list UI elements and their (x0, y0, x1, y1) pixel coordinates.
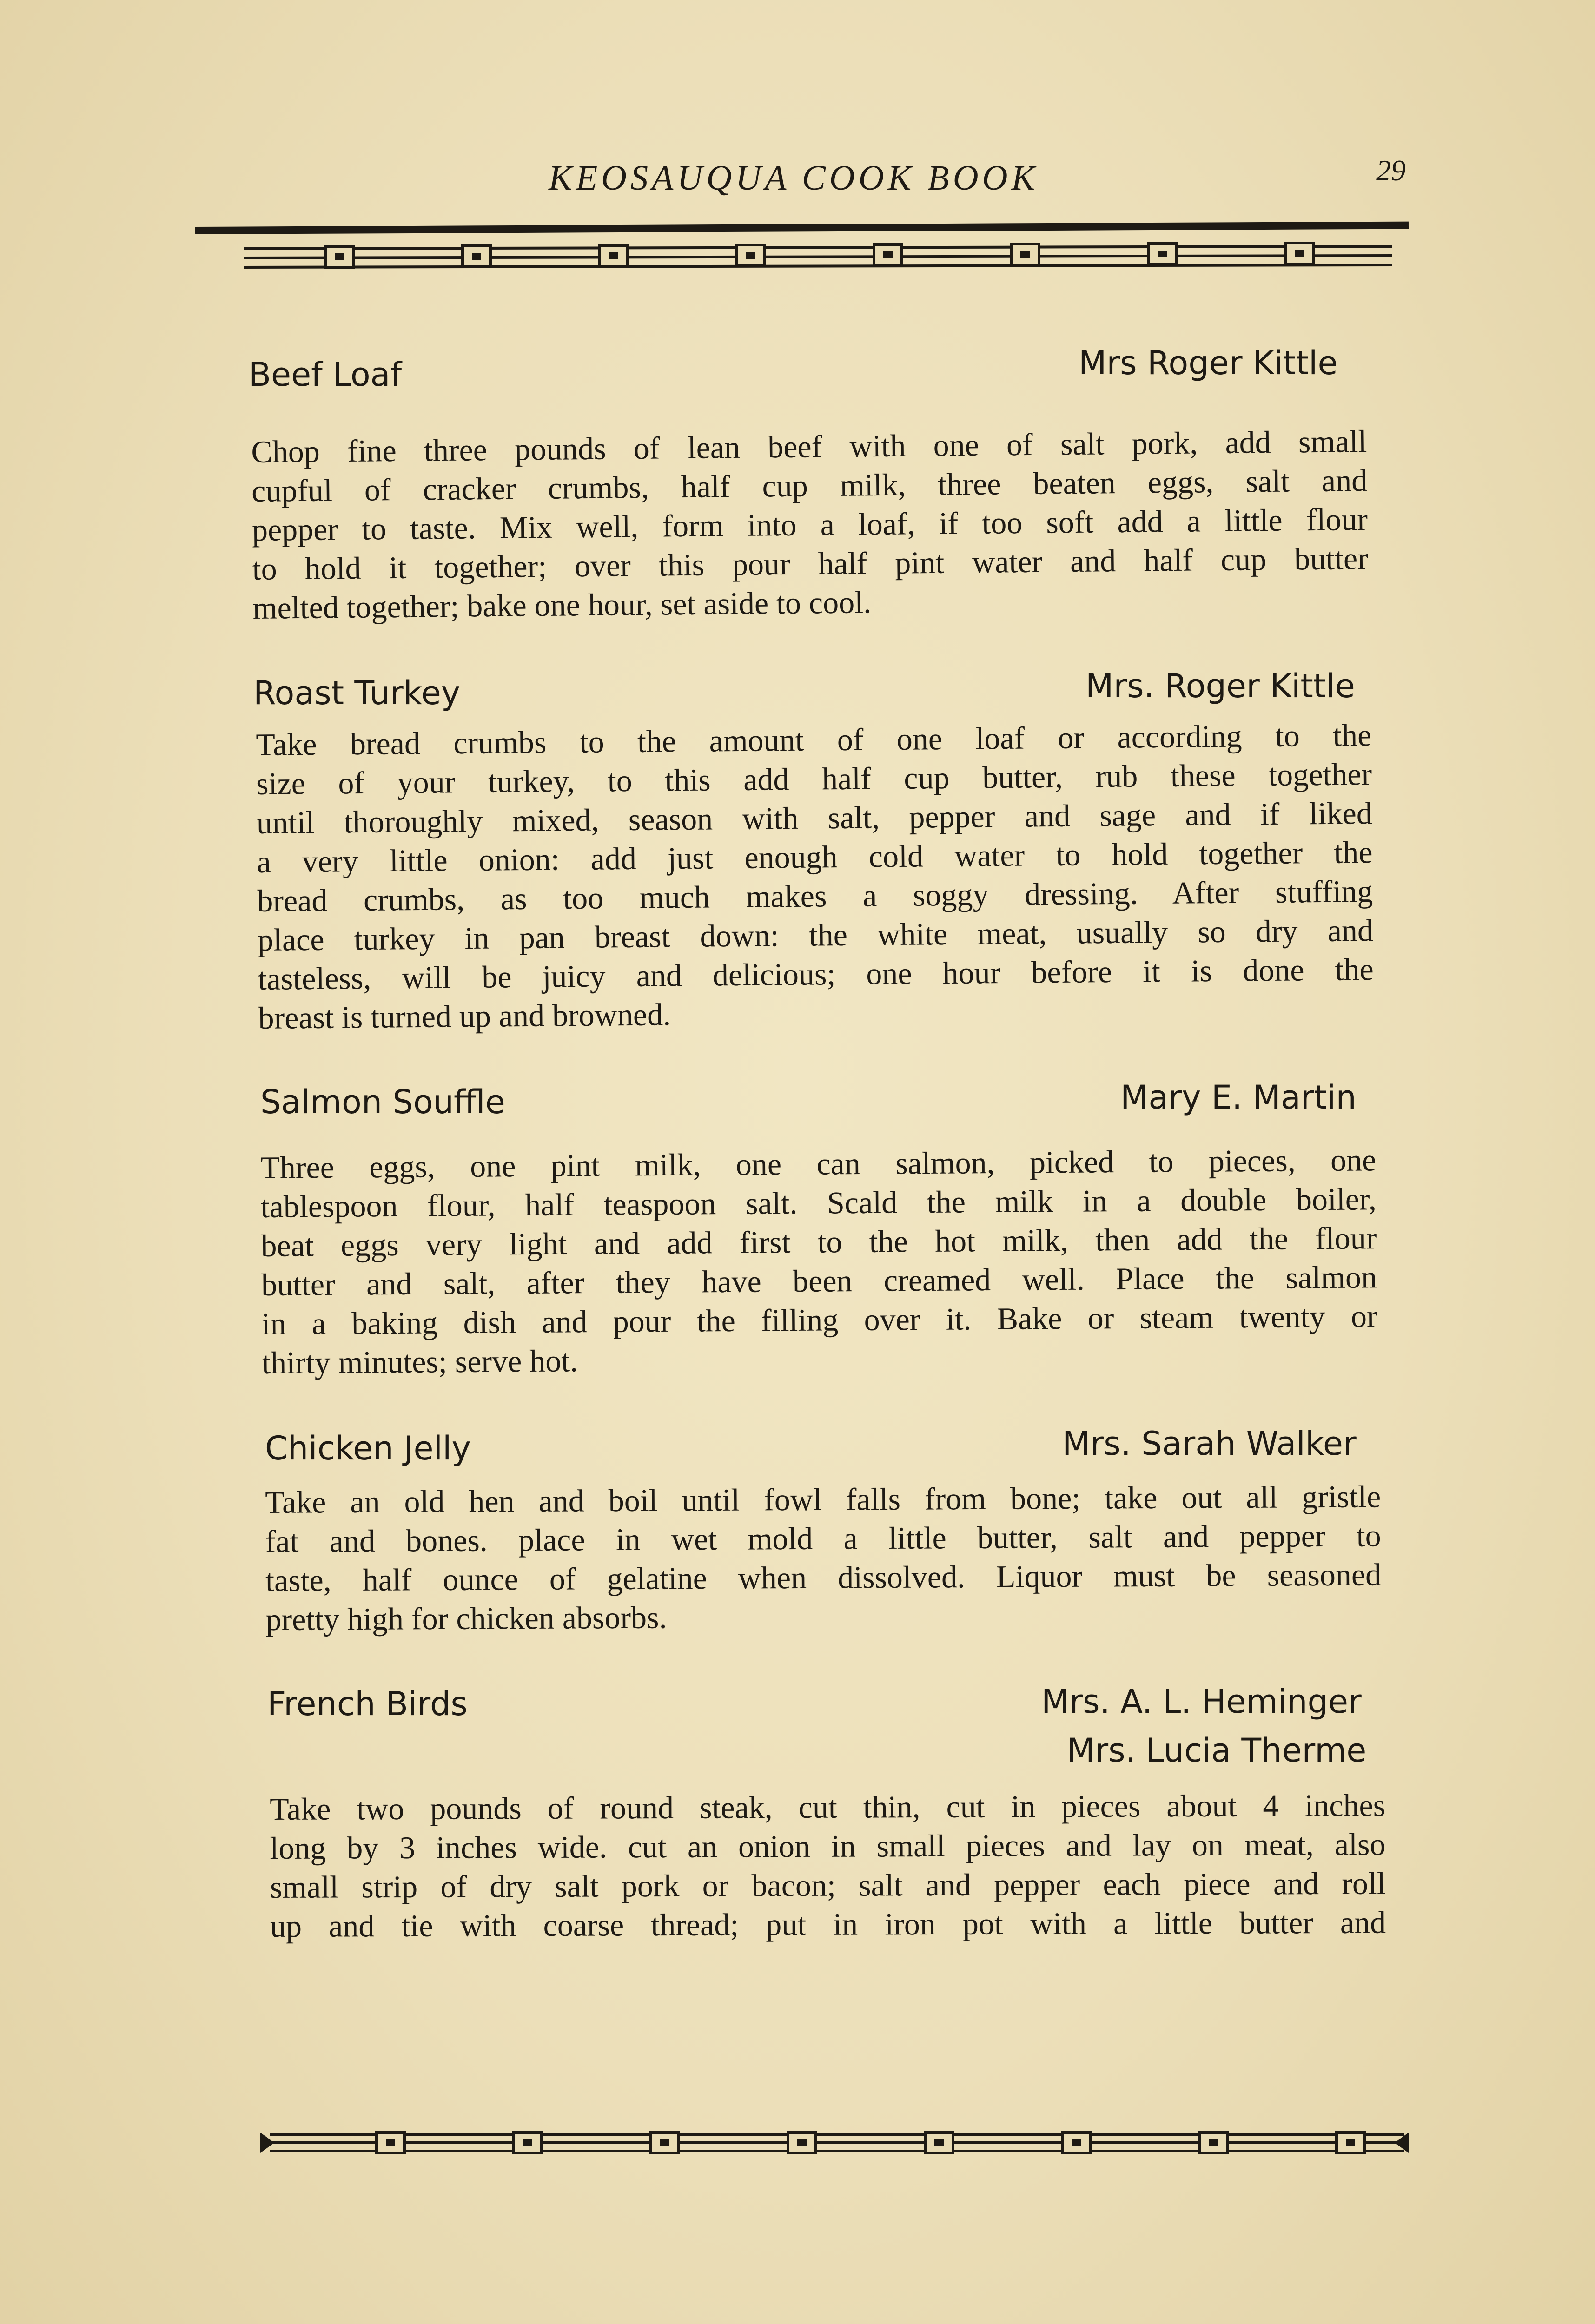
recipe-author: Mrs. Lucia Therme (1067, 1731, 1367, 1769)
recipe-line: size of your turkey, to this add half cup butter, rub these together (256, 756, 1372, 801)
recipe-author: Mrs. Roger Kittle (1085, 667, 1355, 705)
recipe-author: Mrs. A. L. Heminger (1041, 1683, 1362, 1721)
recipe-body (270, 1786, 1386, 1946)
recipe-body (265, 1477, 1382, 1639)
recipe-author: Mrs. Sarah Walker (1062, 1425, 1357, 1463)
recipe-line: melted together; bake one hour, set aside to cool. (252, 584, 872, 626)
recipe-line: Take bread crumbs to the amount of one loaf or according to the (256, 717, 1372, 762)
running-title: KEOSAUQUA COOK BOOK (549, 158, 1039, 198)
recipe-body (256, 715, 1374, 1037)
recipe-line: long by 3 inches wide. cut an onion in small pieces and lay on meat, also (270, 1826, 1386, 1866)
recipe-line: place turkey in pan breast down: the white meat, usually so dry and (257, 912, 1374, 957)
recipe-line: tablespoon flour, half teaspoon salt. Scald the milk in a double boiler, (260, 1181, 1377, 1224)
recipe-line: until thoroughly mixed, season with salt, pepper and sage and if liked (256, 795, 1373, 840)
recipe-title: Salmon Souffle (260, 1083, 505, 1121)
decorative-border-top (244, 242, 1397, 274)
recipe-title: Chicken Jelly (265, 1429, 471, 1467)
decorative-border-bottom (260, 2129, 1409, 2157)
recipe-line: breast is turned up and browned. (258, 997, 671, 1036)
recipe-line: cupful of cracker crumbs, half cup milk, three beaten eggs, salt and (251, 462, 1368, 508)
recipe-line: a very little onion: add just enough cold water to hold together the (257, 834, 1373, 879)
recipe-title: Roast Turkey (253, 674, 461, 712)
recipe-line: taste, half ounce of gelatine when dissolved. Liquor must be seasoned (265, 1557, 1382, 1598)
recipe-title: French Birds (267, 1685, 468, 1723)
recipe-line: fat and bones. place in wet mold a little butter, salt and pepper to (265, 1518, 1381, 1559)
recipe-line: pepper to taste. Mix well, form into a loaf, if too soft add a little flour (251, 501, 1368, 548)
recipe-body (251, 422, 1369, 627)
recipe-author: Mrs Roger Kittle (1079, 344, 1338, 382)
recipe-line: bread crumbs, as too much makes a soggy dressing. After stuffing (257, 873, 1373, 918)
header-rule (195, 222, 1409, 234)
recipe-line: Take an old hen and boil until fowl falls from bone; take out all gristle (265, 1479, 1381, 1520)
recipe-line: tasteless, will be juicy and delicious; one hour before it is done the (258, 951, 1374, 997)
recipe-line: Chop fine three pounds of lean beef with one of salt pork, add small (251, 423, 1367, 469)
recipe-line: thirty minutes; serve hot. (261, 1343, 578, 1380)
recipe-line: Three eggs, one pint milk, one can salmon, picked to pieces, one (260, 1142, 1377, 1185)
recipe-author: Mary E. Martin (1120, 1078, 1357, 1116)
recipe-line: in a baking dish and pour the filling over it. Bake or steam twenty or (261, 1298, 1377, 1341)
recipe-line: beat eggs very light and add first to the hot milk, then add the flour (261, 1220, 1377, 1263)
recipe-line: pretty high for chicken absorbs. (265, 1599, 667, 1637)
recipe-body (260, 1140, 1377, 1382)
recipe-title: Beef Loaf (249, 356, 402, 394)
recipe-line: small strip of dry salt pork or bacon; salt and pepper each piece and roll (270, 1865, 1386, 1905)
recipe-line: to hold it together; over this pour half pint water and half cup butter (252, 540, 1369, 587)
page-number: 29 (1376, 154, 1406, 187)
recipe-line: up and tie with coarse thread; put in iron pot with a little butter and (270, 1904, 1386, 1944)
recipe-line: Take two pounds of round steak, cut thin, cut in pieces about 4 inches (270, 1787, 1386, 1827)
recipe-line: butter and salt, after they have been creamed well. Place the salmon (261, 1259, 1377, 1302)
